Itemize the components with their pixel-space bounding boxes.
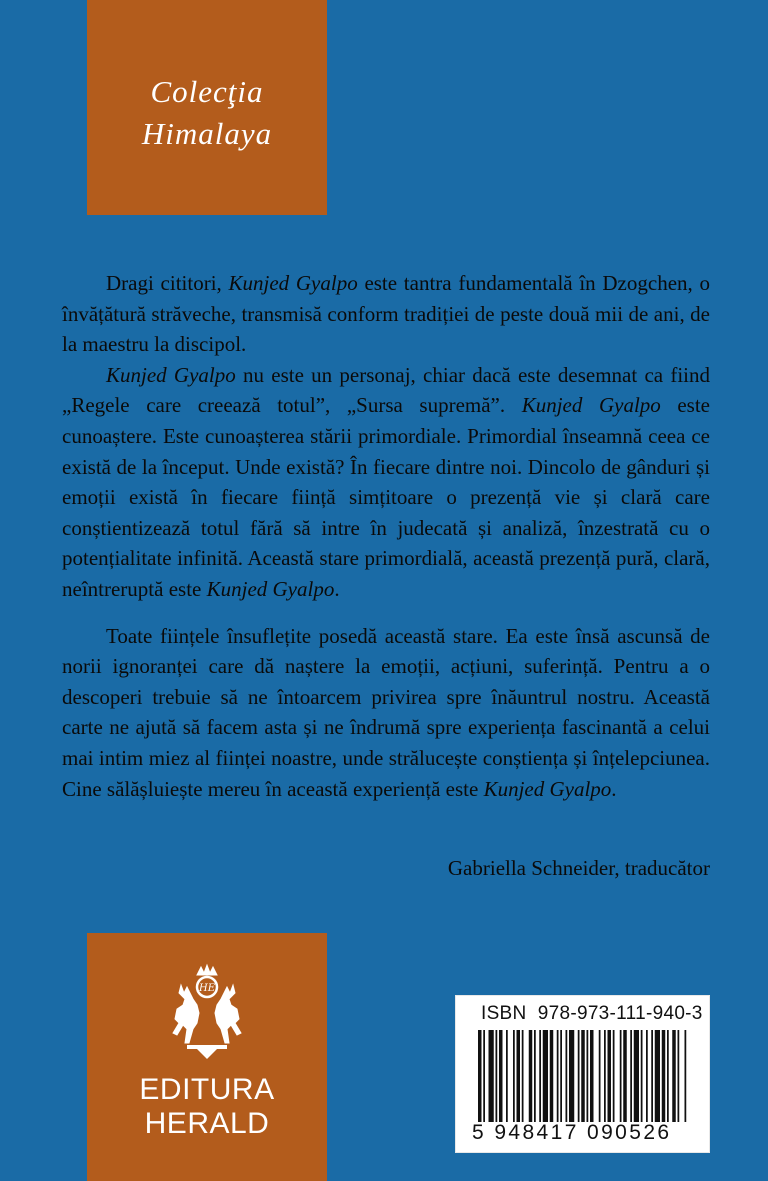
barcode-bar [662, 1030, 666, 1122]
blurb [62, 268, 710, 804]
barcode-bar [590, 1030, 594, 1122]
barcode-bar [581, 1030, 585, 1122]
blurb-paragraph-3: Toate ființele însuflețite posedă această stare. Ea este însă ascunsă de norii ignoranței care dă naștere la emoții, acțiuni, suferință. Pentru a o descoperi trebuie să ne întoarcem privirea spre înăuntrul nostru. Această carte ne ajută să facem asta și ne îndrumă spre experiența fascinantă a celui mai intim miez al ființei noastre, unde strălucește conștiența și înțelepciunea. Cine sălășluiește mereu în această experiență este Kunjed Gyalpo. [62, 623, 710, 801]
publisher-box [87, 933, 327, 1181]
barcode-bar [634, 1030, 639, 1122]
barcode-bar [646, 1030, 648, 1122]
barcode-bar [604, 1030, 606, 1122]
book-title: Kunjed Gyalpo [228, 271, 358, 295]
publisher-name-line2: HERALD [144, 1107, 270, 1140]
barcode-bar [534, 1030, 536, 1122]
barcode-bar [496, 1030, 498, 1122]
barcode-bar [685, 1030, 687, 1122]
blurb-paragraph-2: Kunjed Gyalpo nu este un personaj, chiar dacă este desemnat ca fiind „Regele care creează totul”, „Sursa supremă”. Kunjed Gyalpo este cunoaștere. Este cunoașterea stării primordiale. Primordial înseamnă ceea ce există de la început. Unde există? În fiecare dintre noi. Dincolo de gânduri și emoții există în fiecare ființă simțitoare o prezență vie și clară care conștientizează totul fără să intre în judecată și analiză, înzestrată cu o potențialitate infinită. Această stare primordială, această prezență pură, clară, neîntreruptă este Kunjed Gyalpo. [62, 362, 711, 601]
isbn-text [481, 1003, 703, 1025]
barcode-bar [630, 1030, 632, 1122]
barcode-bar [578, 1030, 580, 1122]
series-title-line1: Colecţia [150, 73, 264, 109]
book-title: Kunjed Gyalpo [521, 393, 661, 418]
barcode-icon [478, 1030, 688, 1122]
barcode-bar [678, 1030, 680, 1122]
barcode-bar [506, 1030, 508, 1122]
barcode-bar [667, 1030, 669, 1122]
barcode-bar [529, 1030, 533, 1122]
isbn-label: ISBN [481, 1003, 527, 1024]
barcode-bar [651, 1030, 653, 1122]
barcode-bar [560, 1030, 562, 1122]
svg-text:HE: HE [198, 983, 216, 994]
barcode-bar [483, 1030, 485, 1122]
barcode-bar [641, 1030, 643, 1122]
publisher-name-line1: EDITURA [139, 1073, 275, 1106]
barcode-bar [569, 1030, 574, 1122]
barcode-bar [489, 1030, 494, 1122]
series-title-line2: Himalaya [141, 115, 273, 151]
barcode-bar [543, 1030, 548, 1122]
barcode-bar [623, 1030, 627, 1122]
barcode-bar [478, 1030, 482, 1122]
translator-signature: Gabriella Schneider, traducător [447, 856, 710, 880]
blurb-paragraph-1: Dragi cititori, Kunjed Gyalpo este tantra fundamentală în Dzogchen, o învățătură străveche, transmisă conform tradiției de peste două mii de ani, de la maestru la discipol. [62, 271, 710, 357]
barcode-bar [613, 1030, 615, 1122]
barcode-bar [499, 1030, 503, 1122]
isbn-number: 978-973-111-940-3 [537, 1003, 703, 1024]
barcode-bar [655, 1030, 660, 1122]
book-title: Kunjed Gyalpo [206, 576, 335, 601]
barcode-bar [620, 1030, 622, 1122]
barcode-bar [550, 1030, 554, 1122]
barcode-bar [672, 1030, 676, 1122]
barcode-bar [517, 1030, 521, 1122]
barcode-bar [557, 1030, 559, 1122]
deer-crest-icon [157, 963, 257, 1063]
series-box [87, 0, 327, 215]
book-title: Kunjed Gyalpo [483, 776, 612, 801]
barcode-bar [566, 1030, 568, 1122]
book-title: Kunjed Gyalpo [106, 362, 236, 387]
ean-number: 5 948417 090526 [472, 1121, 672, 1144]
barcode-bar [587, 1030, 589, 1122]
barcode-bar [513, 1030, 515, 1122]
barcode-bar [539, 1030, 541, 1122]
barcode-bar [608, 1030, 612, 1122]
barcode-bar [522, 1030, 524, 1122]
barcode-bar [599, 1030, 601, 1122]
barcode-box [455, 995, 710, 1153]
